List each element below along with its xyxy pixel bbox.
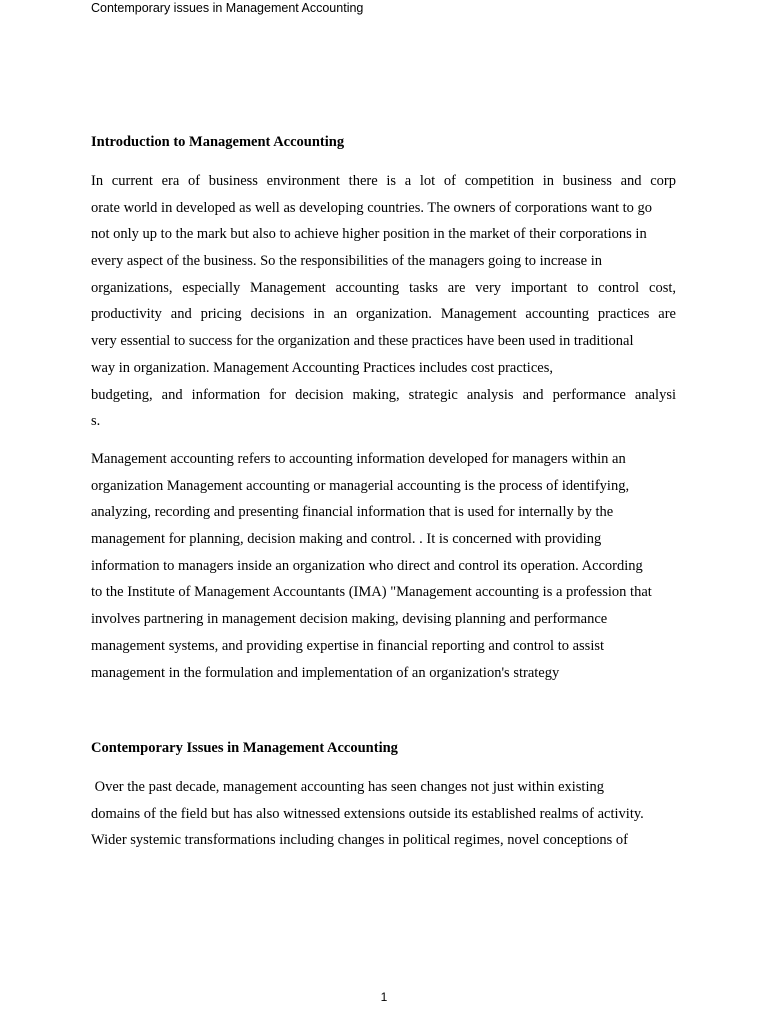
- text-line: domains of the field but has also witnessed extensions outside its established realms of activity.: [91, 805, 644, 822]
- section-heading-introduction: Introduction to Management Accounting: [91, 134, 345, 150]
- text-line: management for planning, decision making and control. . It is concerned with providing: [91, 531, 602, 548]
- text-line: very essential to success for the organization and these practices have been used in traditional: [91, 333, 634, 350]
- text-line: analyzing, recording and presenting financial information that is used for internally by the: [91, 504, 614, 521]
- text-line: organizations, especially Management accounting tasks are very important to control cost,: [91, 279, 676, 296]
- text-line: to the Institute of Management Accountants (IMA) "Management accounting is a profession that: [91, 584, 652, 601]
- text-line: s.: [91, 413, 101, 430]
- text-line: not only up to the mark but also to achieve higher position in the market of their corporations in: [91, 226, 647, 243]
- page-number: 1: [380, 990, 388, 1004]
- text-line: management in the formulation and implementation of an organization's strategy: [91, 664, 560, 681]
- running-header: Contemporary issues in Management Accounting: [91, 1, 364, 15]
- text-line: management systems, and providing expertise in financial reporting and control to assist: [91, 637, 605, 654]
- text-line: In current era of business environment there is a lot of competition in business and corp: [91, 173, 676, 189]
- text-line: budgeting, and information for decision making, strategic analysis and performance analysi: [91, 386, 676, 403]
- text-line: Management accounting refers to accounting information developed for managers within an: [91, 451, 626, 467]
- paragraph-intro-2: [91, 446, 676, 686]
- text-line: every aspect of the business. So the responsibilities of the managers going to increase in: [91, 253, 602, 270]
- text-line: involves partnering in management decision making, devising planning and performance: [91, 611, 608, 628]
- text-line: way in organization. Management Accounting Practices includes cost practices,: [91, 359, 553, 376]
- paragraph-contemporary-1: [91, 774, 676, 854]
- text-line: information to managers inside an organization who direct and control its operation. According: [91, 557, 643, 574]
- text-line: Over the past decade, management accounting has seen changes not just within existing: [91, 779, 604, 795]
- text-line: orate world in developed as well as developing countries. The owners of corporations want to go: [91, 199, 653, 216]
- text-line: organization Management accounting or managerial accounting is the process of identifying,: [91, 477, 630, 494]
- text-line: productivity and pricing decisions in an organization. Management accounting practices are: [91, 306, 676, 323]
- section-heading-contemporary-issues: Contemporary Issues in Management Accounting: [91, 740, 398, 756]
- paragraph-intro-1: [91, 168, 676, 435]
- text-line: Wider systemic transformations including changes in political regimes, novel conceptions of: [91, 832, 628, 849]
